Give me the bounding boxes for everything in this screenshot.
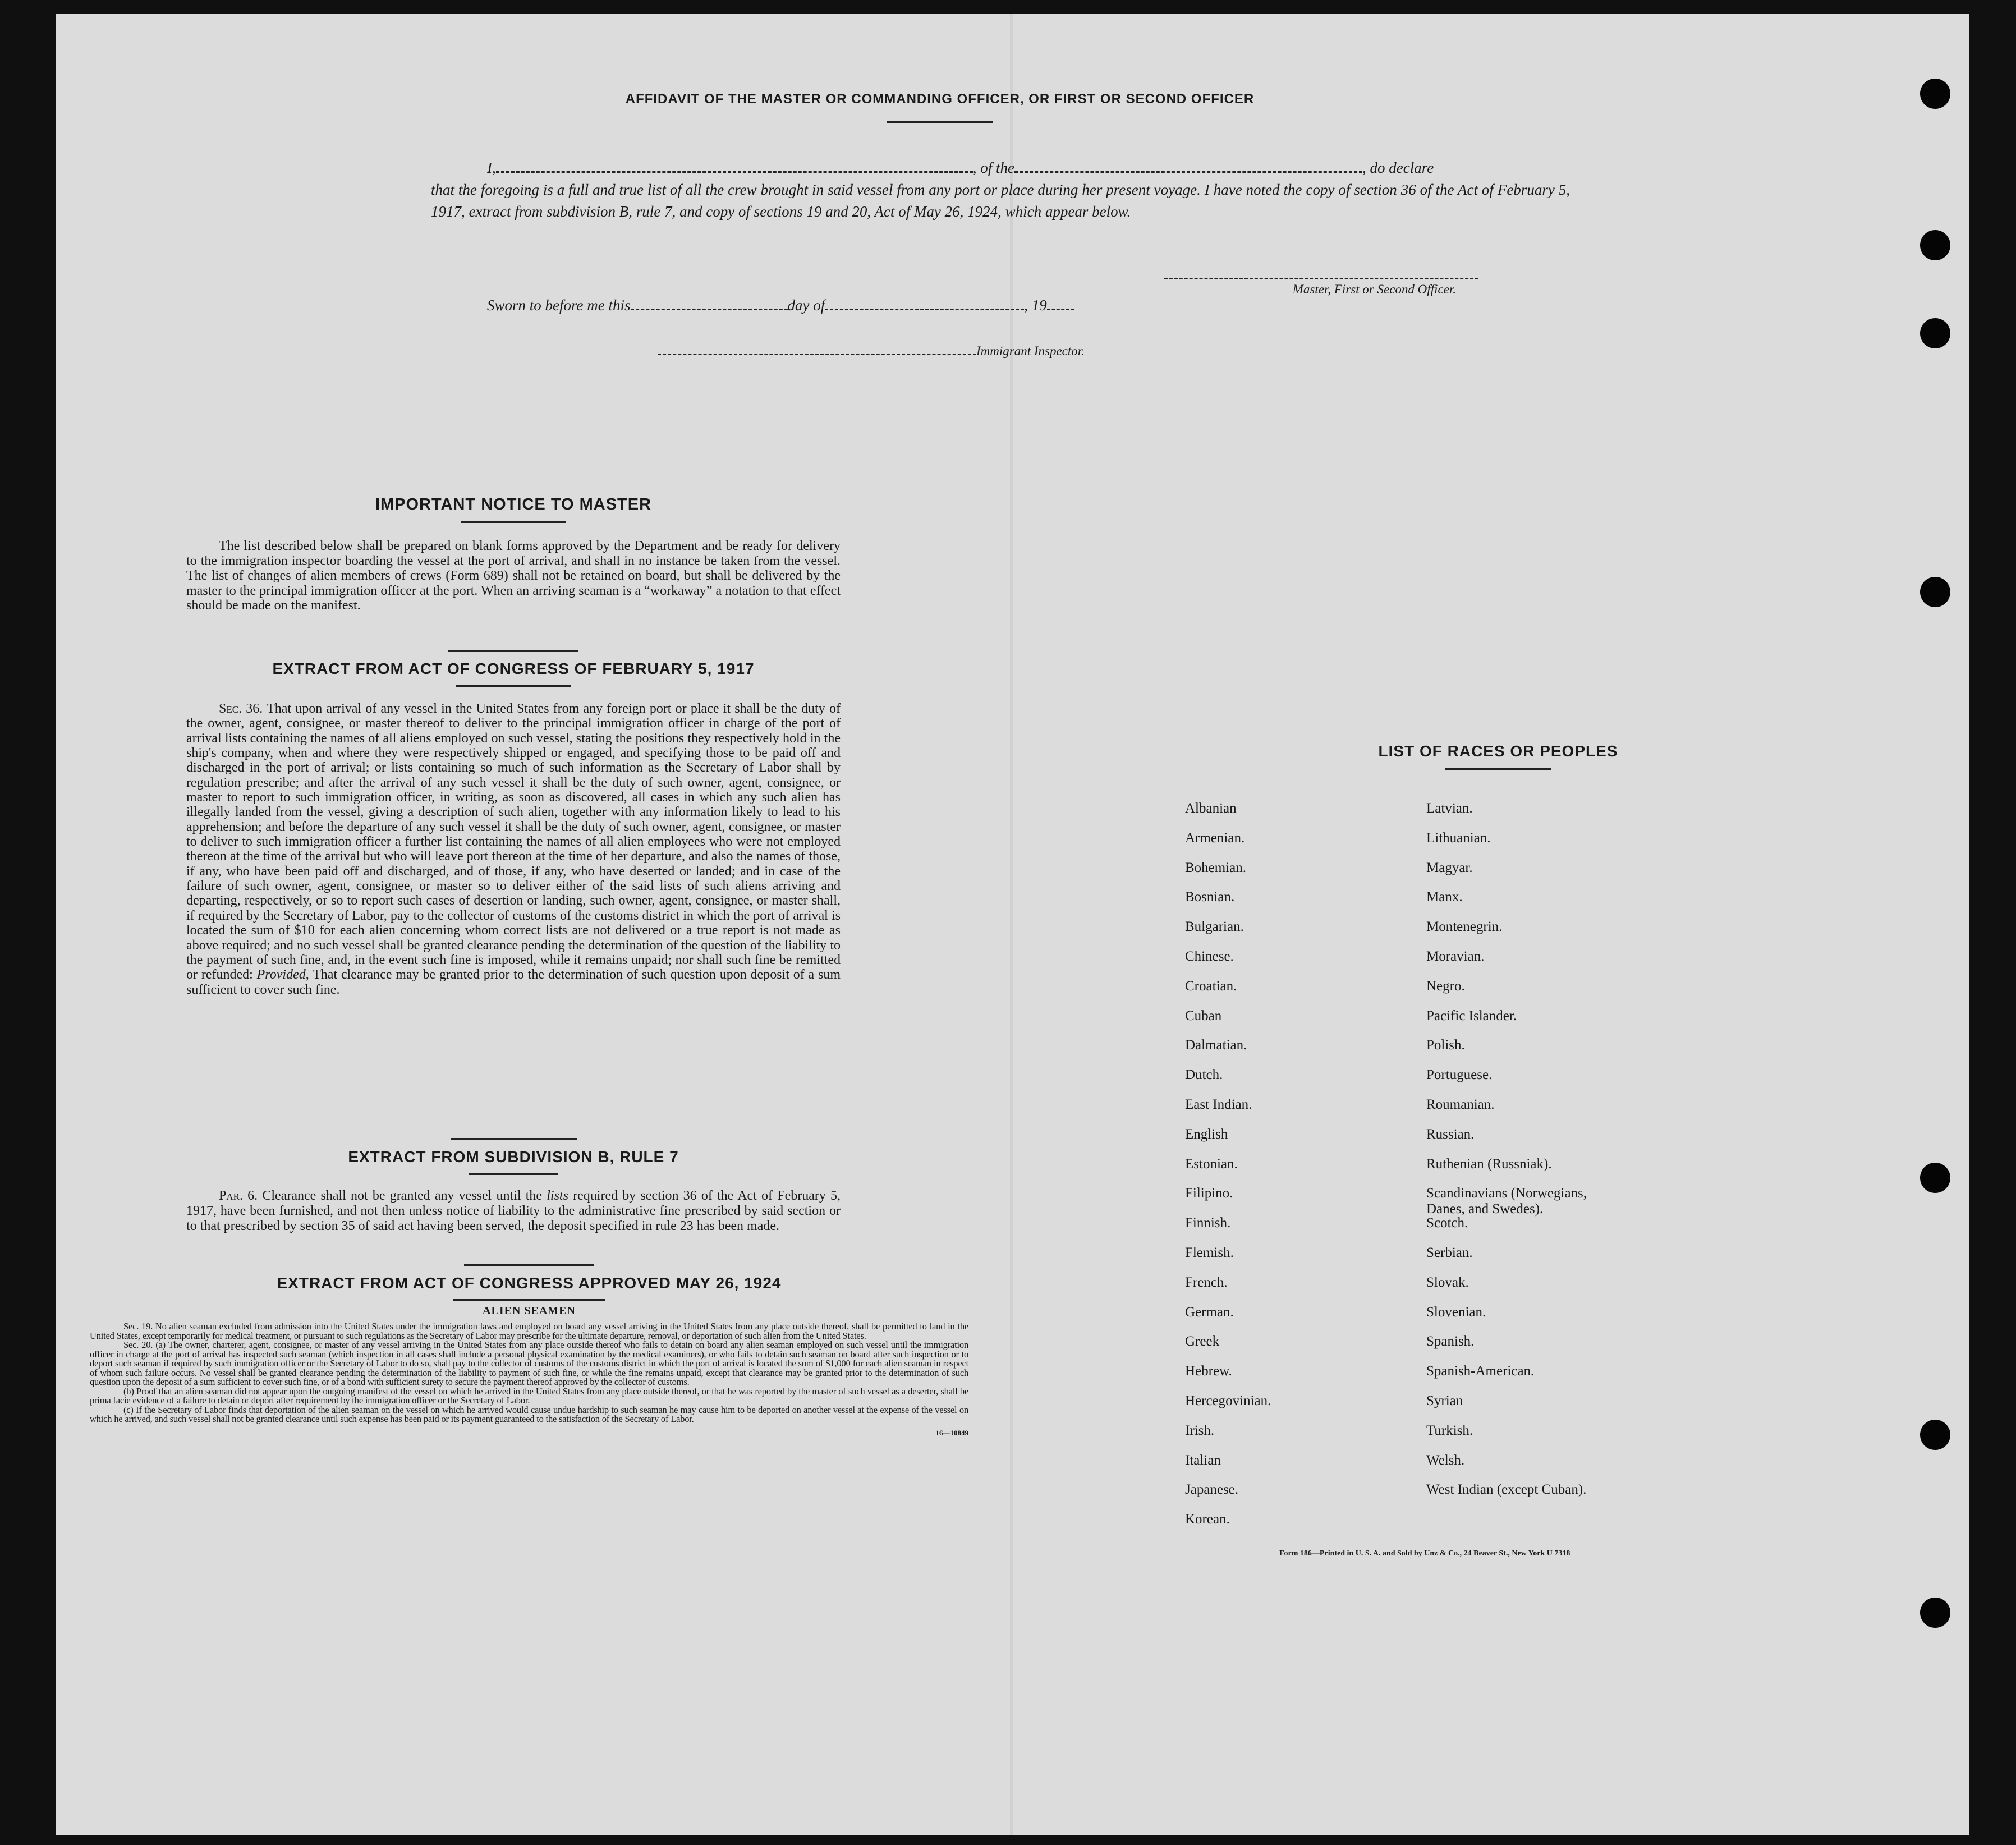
race-item: Japanese.: [1185, 1482, 1239, 1498]
heading-rule: [1445, 768, 1551, 770]
sec-20b-text: (b) Proof that an alien seaman did not appear upon the outgoing manifest of the vessel on which he arrived in the United States from any place outside thereof, or that he was reported by the master of such vessel as a deserter, shall be prima facie evidence of a failure to detain or deport after requirement by the immigration officer or the Secretary of Labor.: [90, 1385, 968, 1406]
race-item: West Indian (except Cuban).: [1426, 1482, 1587, 1498]
race-item: Roumanian.: [1426, 1096, 1495, 1112]
punch-hole: [1920, 1598, 1950, 1628]
heading-rule: [887, 121, 993, 123]
sec-36-label: Sec. 36.: [219, 701, 263, 716]
extract-1924-heading: EXTRACT FROM ACT OF CONGRESS APPROVED MAY 26, 1924: [277, 1274, 782, 1292]
inspector-signature-blank[interactable]: [658, 354, 976, 355]
race-item: Manx.: [1426, 889, 1463, 905]
master-signature-block: [1164, 272, 1478, 297]
par-6-text-after: required by section 36 of the Act of February 5, 1917, have been furnished, and not then unless notice of liability to the administrative fine prescribed by said section or to that prescribed by section 35 of said act having been served, the deposit specified in rule 23 has been made.: [186, 1188, 841, 1233]
sworn-line: [487, 297, 1074, 314]
affidavit-section: [309, 91, 1571, 123]
punch-hole: [1920, 577, 1950, 607]
race-item: East Indian.: [1185, 1096, 1252, 1112]
name-blank[interactable]: [496, 171, 973, 173]
race-item: French.: [1185, 1274, 1228, 1290]
sworn-year-blank[interactable]: [1047, 309, 1074, 310]
race-item: Negro.: [1426, 978, 1465, 994]
sworn-day-blank[interactable]: [631, 309, 788, 310]
race-item: Montenegrin.: [1426, 919, 1503, 935]
race-item: Irish.: [1185, 1422, 1215, 1438]
extract-1917-body: [186, 701, 841, 997]
affidavit-fill-line: [431, 157, 1570, 179]
extract-1924-body: [90, 1322, 968, 1424]
vessel-blank[interactable]: [1014, 171, 1362, 173]
extract-1917-section: [186, 650, 841, 997]
punch-hole: [1920, 1420, 1950, 1450]
punch-hole: [1920, 318, 1950, 348]
sworn-month-blank[interactable]: [825, 309, 1024, 310]
race-item: Italian: [1185, 1452, 1221, 1468]
race-item: Pacific Islander.: [1426, 1008, 1517, 1024]
master-signature-caption: Master, First or Second Officer.: [1292, 282, 1456, 296]
races-column-1: [1185, 801, 1271, 1541]
heading-rule: [456, 685, 571, 687]
sworn-prefix: Sworn to before me this: [487, 297, 631, 314]
race-item: Ruthenian (Russniak).: [1426, 1156, 1552, 1172]
notice-section: [186, 495, 841, 613]
section-rule: [451, 1138, 577, 1140]
sec-19-text: Sec. 19. No alien seaman excluded from admission into the United States under the immigration laws and employed on board any vessel arriving in the United States from any place outside thereof, shall be permitted to land in the United States, except temporarily for medical treatment, or pursuant to such regulations as the Secretary of Labor may prescribe for the ultimate departure, removal, or deportation of such alien from the United States.: [90, 1321, 968, 1341]
sec-36-text: That upon arrival of any vessel in the United States from any foreign port or place it shall be the duty of the owner, agent, consignee, or master thereof to deliver to the principal immigration officer in charge of the port of arrival lists containing the names of all aliens employed on such vessel, stating the positions they respectively hold in the ship's company, when and where they were respectively shipped or engaged, and specifying those to be paid off and discharged in the port of arrival; or lists containing so much of such information as the Secretary of Labor shall by regulation prescribe; and after the arrival of any such vessel it shall be the duty of such owner, agent, consignee, or master to report to such immigration officer, in writing, as soon as discovered, all cases in which any such alien has illegally landed from the vessel, giving a description of such alien, together with any information likely to lead to his apprehension; and before the departure of any such vessel it shall be the duty of such owner, agent, consignee, or master to deliver to such immigration officer a further list containing the names of all alien employees who were not employed thereon at the time of the arrival but who will leave port thereon at the time of her departure, and also the names of those, if any, who have been paid off and discharged, and of those, if any, who have deserted or landed; and in case of the failure of such owner, agent, consignee, or master so to deliver either of the said lists of such aliens arriving and departing, respectively, or so to report such cases of desertion or landing, such owner, agent, consignee, or master shall, if required by the Secretary of Labor, pay to the collector of customs of the customs district in which the port of arrival is located the sum of $10 for each alien concerning whom correct lists are not delivered or a true report is not made as above required; and no such vessel shall be granted clearance pending the determination of the question of the liability to the payment of such fine, and, in the event such fine is imposed, while it remains unpaid; nor shall such fine be remitted or refunded:: [186, 701, 841, 983]
race-item: Magyar.: [1426, 860, 1473, 875]
master-signature-blank[interactable]: [1164, 278, 1478, 279]
race-item: Greek: [1185, 1334, 1220, 1350]
notice-heading: IMPORTANT NOTICE TO MASTER: [375, 495, 652, 513]
punch-hole: [1920, 230, 1950, 260]
races-heading: LIST OF RACES OR PEOPLES: [1378, 742, 1618, 760]
race-item: Estonian.: [1185, 1156, 1238, 1172]
race-item: Moravian.: [1426, 948, 1485, 964]
race-item: Hebrew.: [1185, 1364, 1232, 1379]
race-item: Filipino.: [1185, 1186, 1233, 1201]
race-item: English: [1185, 1126, 1228, 1142]
race-item: Hercegovinian.: [1185, 1393, 1271, 1408]
print-number: 16—10849: [935, 1428, 968, 1437]
extract-1924-subheading: ALIEN SEAMEN: [483, 1305, 576, 1317]
race-item: Welsh.: [1426, 1452, 1465, 1468]
races-list: [1185, 801, 1690, 1547]
affidavit-declare: , do declare: [1362, 159, 1434, 176]
proviso-text: That clearance may be granted prior to the determination of such question upon deposit of a sum sufficient to cover such fine.: [186, 967, 841, 997]
page-fold: [1010, 14, 1013, 1835]
extract-rule7-section: [186, 1138, 841, 1233]
races-column-2: [1426, 801, 1587, 1512]
punch-hole: [1920, 1163, 1950, 1193]
race-item: Serbian.: [1426, 1245, 1473, 1260]
heading-rule: [453, 1299, 605, 1301]
race-item: Albanian: [1185, 801, 1237, 816]
race-item: Latvian.: [1426, 801, 1473, 816]
extract-1917-heading: EXTRACT FROM ACT OF CONGRESS OF FEBRUARY 5, 1917: [272, 660, 755, 677]
sec-20a-text: Sec. 20. (a) The owner, charterer, agent, consignee, or master of any vessel arriving in the United States from any place outside thereof who fails to detain on board any alien seaman employed on such vessel until the immigration officer in charge at the port of arrival has inspected such seaman (which inspection in all cases shall include a personal physical examination by the medical examiners), or who fails to detain such seaman on board after such inspection or to deport such seaman if required by such immigration officer or the Secretary of Labor to do so, shall pay to the collector of customs of the customs district in which the port of arrival is located the sum of $1,000 for each alien seaman in respect of whom such failure occurs. No vessel shall be granted clearance pending the determination of the liability to payment of such fine, or while the fine remains unpaid, except that clearance may be granted prior to the determination of such question upon the deposit of a sum sufficient to cover such fine, or of a bond with sufficient surety to secure the payment thereof approved by the collector of customs.: [90, 1339, 968, 1387]
race-item: Dutch.: [1185, 1067, 1223, 1083]
race-item: Russian.: [1426, 1126, 1475, 1142]
race-item: Bohemian.: [1185, 860, 1247, 875]
inspector-caption: Immigrant Inspector.: [976, 344, 1085, 358]
race-item: Slovenian.: [1426, 1304, 1486, 1320]
sec-20c-text: (c) If the Secretary of Labor finds that deportation of the alien seaman on the vessel on which he arrived would cause undue hardship to such seaman he may cause him to be deported on another vessel at the expense of the vessel on which he arrived, and such vessel shall not be granted clearance until such expense has been paid or its payment guaranteed to the satisfaction of the Secretary of Labor.: [90, 1404, 968, 1424]
race-item: Bosnian.: [1185, 889, 1235, 905]
heading-rule: [461, 521, 566, 523]
race-item: Flemish.: [1185, 1245, 1234, 1260]
race-item: Slovak.: [1426, 1274, 1469, 1290]
race-item: Finnish.: [1185, 1215, 1231, 1231]
race-item: Bulgarian.: [1185, 919, 1244, 935]
races-section: [1288, 742, 1709, 770]
affidavit-of-the: , of the: [972, 159, 1014, 176]
race-item: Korean.: [1185, 1512, 1230, 1527]
notice-body: The list described below shall be prepared on blank forms approved by the Department and be ready for delivery to the immigration inspector boarding the vessel at the port of arrival, and shall in no instance be taken from the vessel. The list of changes of alien members of crews (Form 689) shall not be retained on board, but shall be delivered by the master to the principal immigration officer at the port. When an arriving seaman is a “workaway” a notation to that effect should be made on the manifest.: [186, 539, 841, 613]
sworn-day-of: day of: [787, 297, 825, 314]
affidavit-heading: AFFIDAVIT OF THE MASTER OR COMMANDING OFFICER, OR FIRST OR SECOND OFFICER: [625, 91, 1255, 107]
inspector-line: [658, 344, 1085, 359]
race-item: Syrian: [1426, 1393, 1463, 1408]
affidavit-body: [431, 157, 1570, 223]
sworn-year: , 19: [1024, 297, 1047, 314]
affidavit-i: I,: [487, 159, 496, 176]
section-rule: [464, 1264, 594, 1266]
race-item: Croatian.: [1185, 978, 1237, 994]
race-item: Cuban: [1185, 1008, 1222, 1024]
race-item: Turkish.: [1426, 1422, 1473, 1438]
race-item: Scandinavians (Norwegians, Danes, and Swedes).: [1426, 1186, 1587, 1217]
race-item: Armenian.: [1185, 830, 1245, 846]
heading-rule: [469, 1173, 558, 1175]
extract-rule7-heading: EXTRACT FROM SUBDIVISION B, RULE 7: [348, 1148, 679, 1165]
race-item: Portuguese.: [1426, 1067, 1493, 1083]
section-rule: [448, 650, 578, 652]
par-6-label: Par. 6.: [219, 1188, 258, 1203]
extract-rule7-body: [186, 1188, 841, 1233]
race-item: Spanish-American.: [1426, 1364, 1535, 1379]
affidavit-declaration: that the foregoing is a full and true list of all the crew brought in said vessel from any port or place during her present voyage. I have noted the copy of section 36 of the Act of February 5, 1917, extract from subdivision B, rule 7, and copy of sections 19 and 20, Act of May 26, 1924, which appear below.: [431, 181, 1570, 220]
proviso-word: Provided,: [256, 967, 309, 983]
race-item: Spanish.: [1426, 1334, 1475, 1350]
race-item: Chinese.: [1185, 948, 1234, 964]
par-6-text-before: Clearance shall not be granted any vessel until the: [262, 1188, 543, 1203]
extract-1924-section: [90, 1264, 968, 1438]
race-item: Scotch.: [1426, 1215, 1468, 1231]
document-page: [56, 14, 1969, 1835]
form-footer: Form 186—Printed in U. S. A. and Sold by Unz & Co., 24 Beaver St., New York U 7318: [1279, 1549, 1570, 1558]
race-item: Lithuanian.: [1426, 830, 1491, 846]
race-item: German.: [1185, 1304, 1234, 1320]
race-item: Polish.: [1426, 1038, 1465, 1053]
punch-hole: [1920, 79, 1950, 109]
lists-word: lists: [547, 1188, 568, 1203]
race-item: Dalmatian.: [1185, 1038, 1247, 1053]
